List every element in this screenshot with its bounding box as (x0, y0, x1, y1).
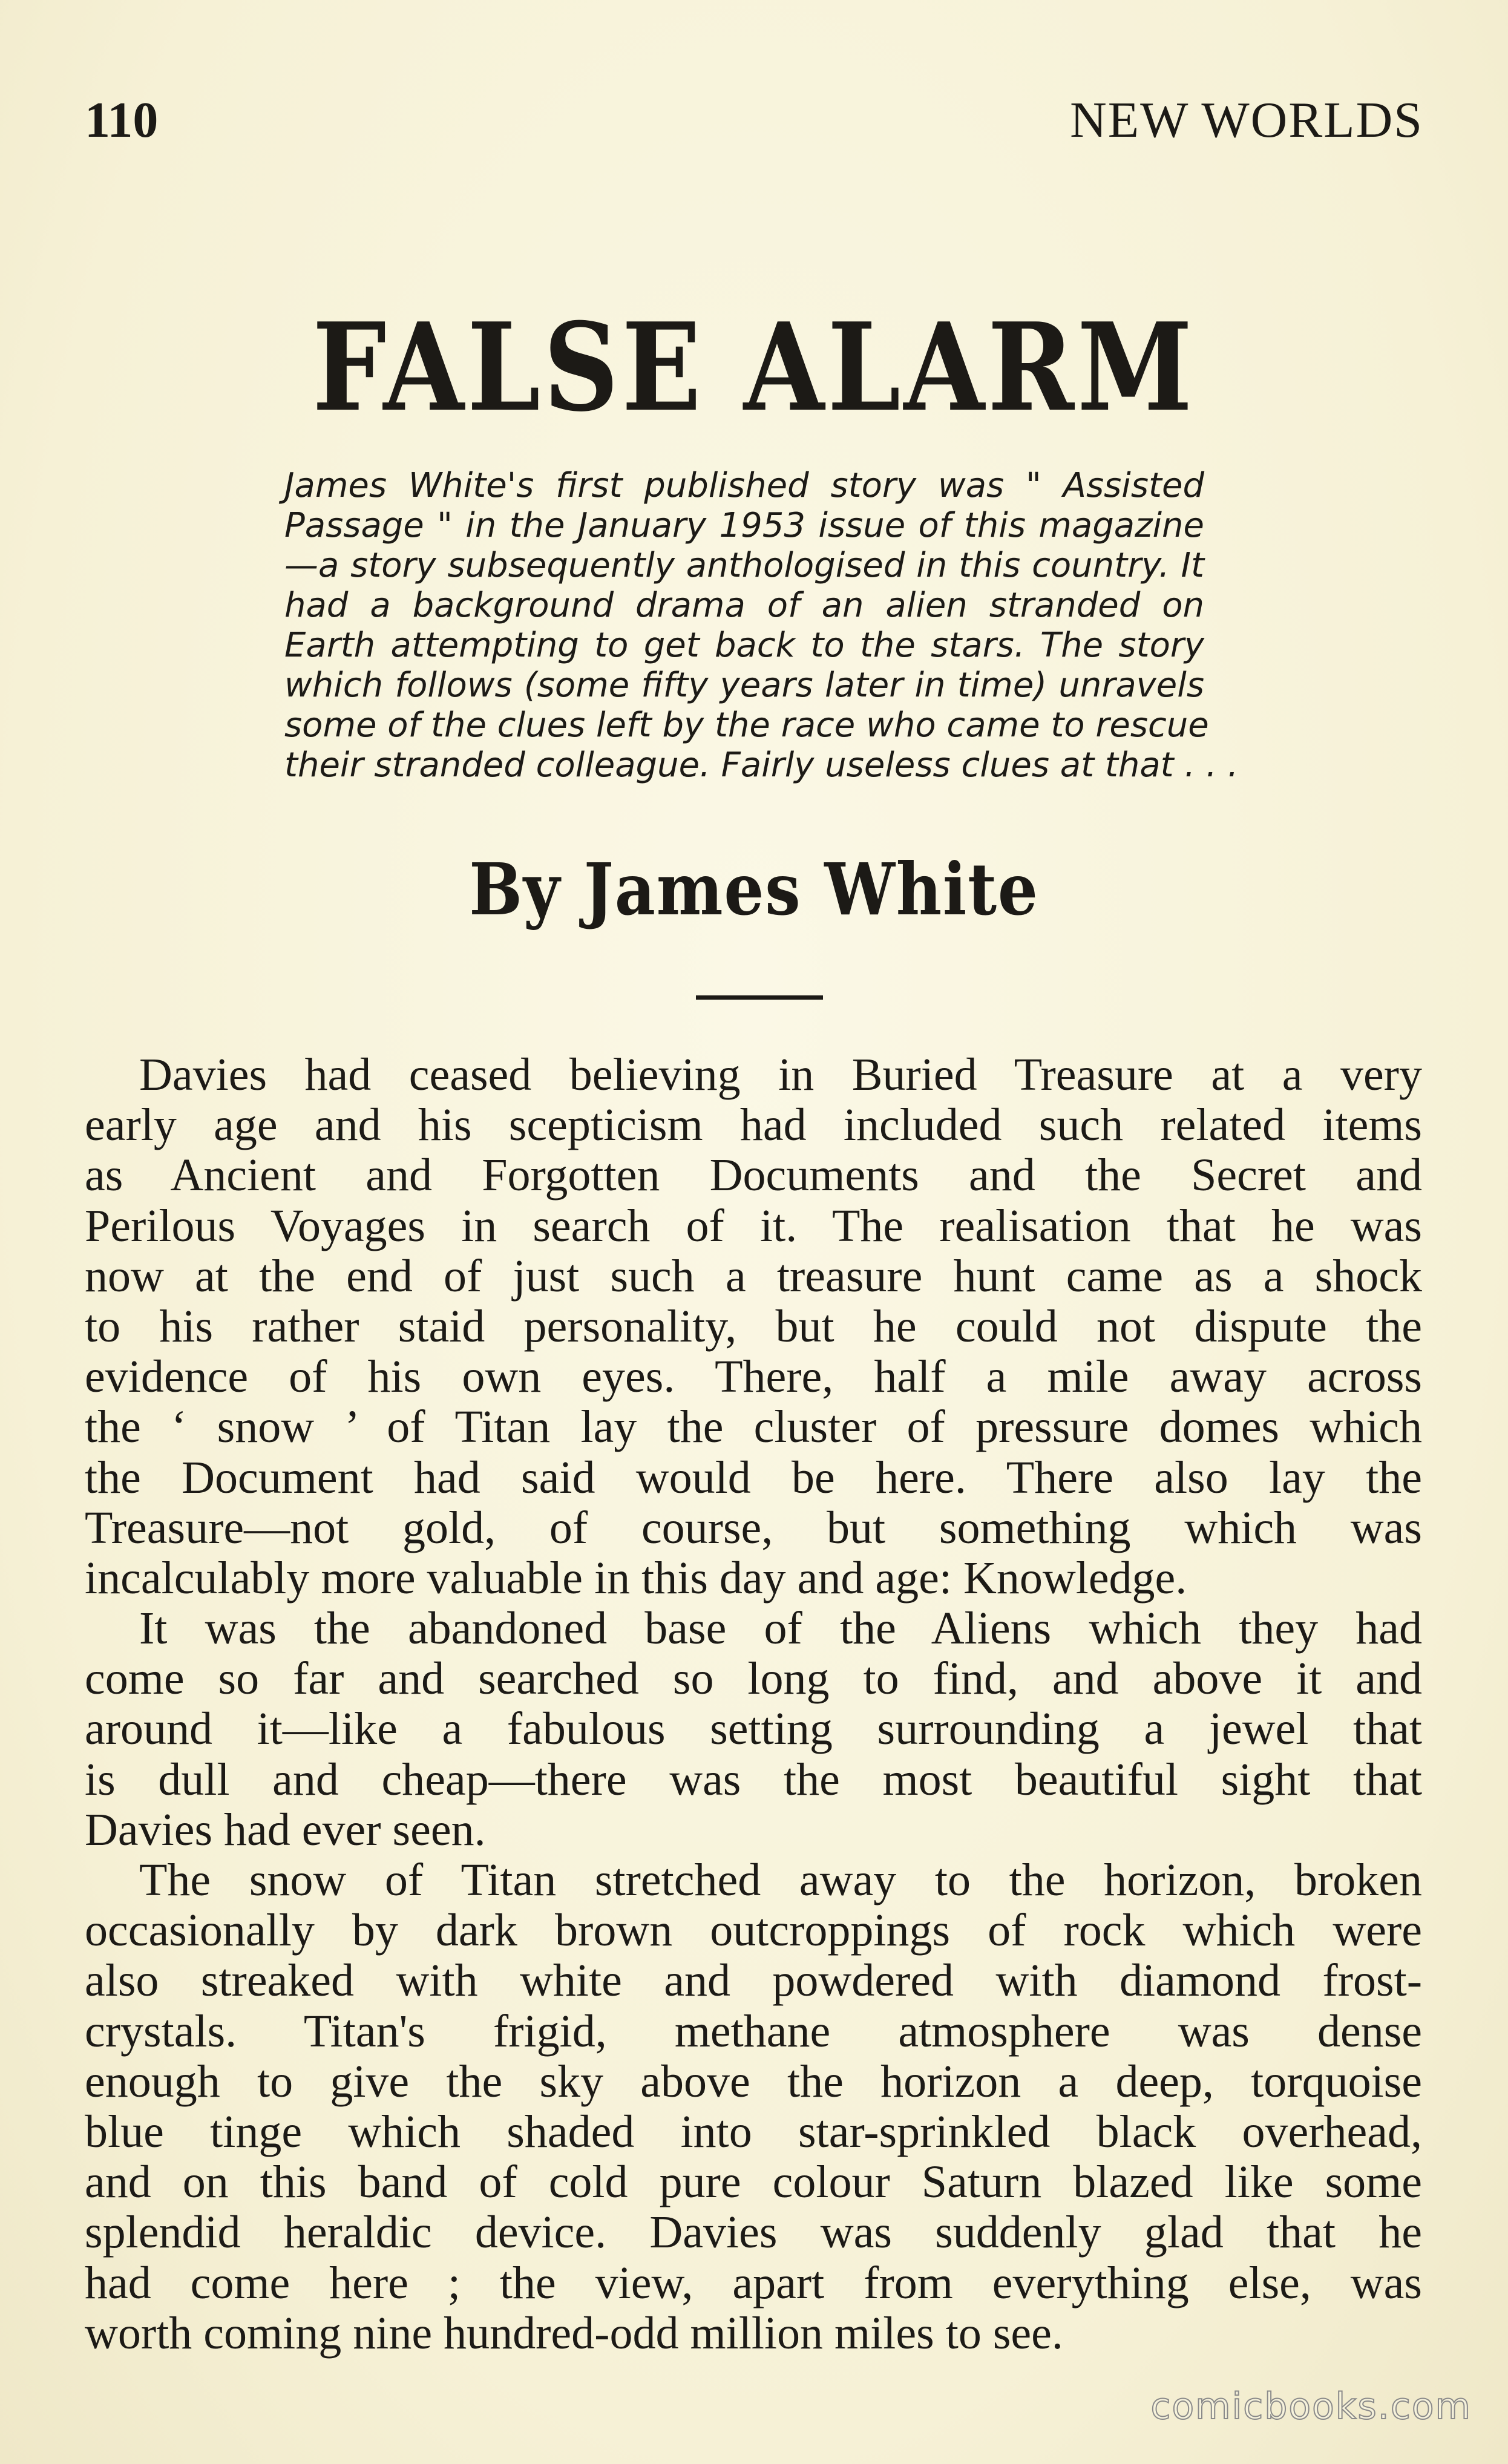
body-line: Davies had ever seen. (85, 1804, 486, 1855)
body-line: worth coming nine hundred-odd million miles to see. (85, 2307, 1063, 2359)
body-line: the Document had said would be here. There also lay the (85, 1452, 1422, 1503)
story-blurb (284, 466, 1239, 785)
body-line: Treasure—not gold, of course, but something which was (85, 1502, 1422, 1553)
body-line: occasionally by dark brown outcroppings of rock which were (85, 1905, 1422, 1956)
body-line: come so far and searched so long to find, and above it and (85, 1653, 1422, 1705)
body-line: enough to give the sky above the horizon a deep, torquoise (85, 2056, 1422, 2107)
section-divider (696, 995, 823, 1000)
body-line: around it—like a fabulous setting surrounding a jewel that (85, 1703, 1422, 1755)
blurb-line: their stranded colleague. Fairly useless clues at that . . . (284, 745, 1239, 785)
body-line: is dull and cheap—there was the most beautiful sight that (85, 1754, 1422, 1805)
page-number: 110 (85, 92, 159, 148)
body-line: early age and his scepticism had included such related items (85, 1099, 1422, 1151)
body-line: It was the abandoned base of the Aliens which they had (139, 1603, 1422, 1654)
body-line: crystals. Titan's frigid, methane atmosphere was dense (85, 2005, 1422, 2057)
body-line: the ‘ snow ’ of Titan lay the cluster of pressure domes which (85, 1401, 1422, 1453)
blurb-line: —a story subsequently anthologised in this country. It (284, 546, 1204, 585)
blurb-line: Earth attempting to get back to the stars. The story (284, 626, 1204, 665)
blurb-line: some of the clues left by the race who came to rescue (284, 706, 1209, 745)
story-title: FALSE ALARM (312, 297, 1196, 439)
blurb-line: which follows (some fifty years later in time) unravels (284, 666, 1204, 705)
page-header (85, 91, 1423, 151)
author-byline: By James White (469, 847, 1039, 931)
blurb-line: had a background drama of an alien stranded on (284, 586, 1204, 625)
body-line: also streaked with white and powdered with diamond frost- (85, 1955, 1422, 2007)
body-line: splendid heraldic device. Davies was suddenly glad that he (85, 2207, 1422, 2258)
running-head: NEW WORLDS (1070, 92, 1423, 148)
body-line: incalculably more valuable in this day and age: Knowledge. (85, 1552, 1187, 1604)
body-line: now at the end of just such a treasure hunt came as a shock (85, 1250, 1422, 1302)
watermark: comicbooks.com (1150, 2385, 1472, 2428)
body-line: The snow of Titan stretched away to the horizon, broken (139, 1855, 1422, 1905)
body-line: to his rather staid personality, but he could not dispute the (85, 1300, 1422, 1352)
body-line: blue tinge which shaded into star-sprinkled black overhead, (85, 2106, 1422, 2157)
body-line: Perilous Voyages in search of it. The realisation that he was (85, 1200, 1422, 1251)
body-line: as Ancient and Forgotten Documents and the Secret and (85, 1150, 1422, 1201)
blurb-line: Passage " in the January 1953 issue of this magazine (284, 506, 1204, 545)
body-line: had come here ; the view, apart from everything else, was (85, 2257, 1422, 2308)
blurb-line: James White's first published story was " Assisted (284, 466, 1204, 505)
story-body (85, 1050, 1422, 2359)
body-line: evidence of his own eyes. There, half a mile away across (85, 1351, 1422, 1403)
body-line: Davies had ceased believing in Buried Treasure at a very (139, 1049, 1422, 1100)
body-line: and on this band of cold pure colour Saturn blazed like some (85, 2157, 1422, 2208)
